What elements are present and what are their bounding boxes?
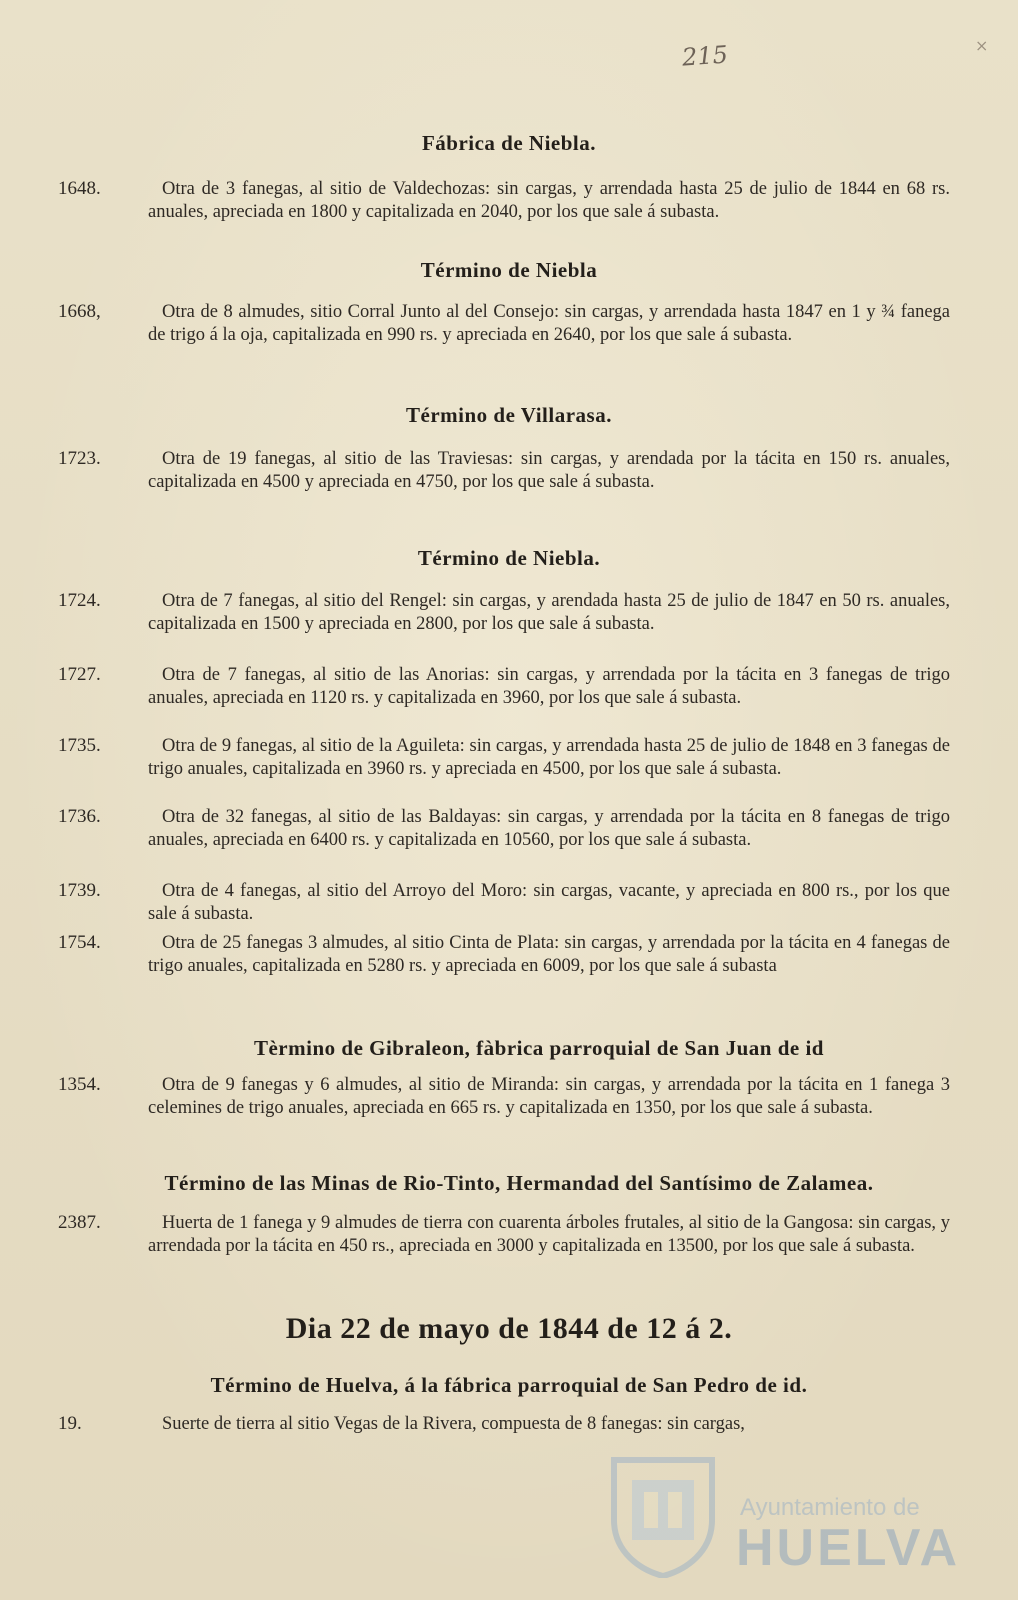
entry-text: Otra de 8 almudes, sitio Corral Junto al del Consejo: sin cargas, y arrendada hasta 1847 en 1 y ¾ fanega de trigo á la oja, capitalizada en 990 rs. y apreciada en 2640, por los que sale á subasta. <box>148 302 950 345</box>
page-folio-number: 215 <box>681 40 729 72</box>
section-heading: Término de Huelva, á la fábrica parroquial de San Pedro de id. <box>210 1373 808 1397</box>
entry-number: 1736. <box>58 806 101 827</box>
entry-text: Otra de 19 fanegas, al sitio de las Traviesas: sin cargas, y arendada por la tácita en 150 rs. anuales, capitalizada en 4500 y apreciada en 4750, por los que sale á subasta. <box>148 449 950 492</box>
section-heading: Término de las Minas de Rio-Tinto, Hermandad del Santísimo de Zalamea. <box>164 1171 874 1195</box>
entry-text: Otra de 3 fanegas, al sitio de Valdechozas: sin cargas, y arrendada hasta 25 de julio de 1844 en 68 rs. anuales, apreciada en 1800 y capitalizada en 2040, por los que sale á subasta. <box>148 179 950 222</box>
entry-number: 1754. <box>58 932 101 953</box>
section-heading: Fábrica de Niebla. <box>421 131 597 155</box>
entry-text: Otra de 7 fanegas, al sitio de las Anorias: sin cargas, y arrendada por la tácita en 3 fanegas de trigo anuales, apreciada en 1120 rs. y capitalizada en 3960, por los que sale á subasta. <box>148 665 950 708</box>
entry-number: 1648. <box>58 178 101 199</box>
entry-text: Otra de 32 fanegas, al sitio de las Baldayas: sin cargas, y arrendada por la tácita en 8 fanegas de trigo anuales, apreciada en 6400 rs. y capitalizada en 10560, por los que sale á subasta. <box>148 807 950 850</box>
entry-text: Otra de 7 fanegas, al sitio del Rengel: sin cargas, y arendada hasta 25 de julio de 1847 en 50 rs. anuales, capitalizada en 1500 y apreciada en 2800, por los que sale á subasta. <box>148 591 950 634</box>
section-heading: Tèrmino de Gibraleon, fàbrica parroquial de San Juan de id <box>253 1036 824 1060</box>
entry-number: 1668, <box>58 301 101 322</box>
entry-text: Otra de 25 fanegas 3 almudes, al sitio Cinta de Plata: sin cargas, y arrendada por la tácita en 4 fanegas de trigo anuales, capitalizada en 5280 rs. y apreciada en 6009, por los que sale á subasta <box>148 933 950 976</box>
entry-number: 1354. <box>58 1074 101 1095</box>
watermark-line2: HUELVA <box>736 1519 961 1577</box>
watermark <box>604 1450 1004 1580</box>
entry-text: Otra de 9 fanegas, al sitio de la Aguileta: sin cargas, y arrendada hasta 25 de julio de 1848 en 3 fanegas de trigo anuales, capitalizada en 3960 rs. y apreciada en 4500, por los que sale á subasta. <box>148 736 950 779</box>
corner-mark: × <box>975 36 989 55</box>
section-heading: Término de Villarasa. <box>406 403 612 427</box>
section-heading: Término de Niebla <box>420 258 598 282</box>
date-heading: Dia 22 de mayo de 1844 de 12 á 2. <box>285 1312 733 1345</box>
entry-number: 2387. <box>58 1212 101 1233</box>
coat-of-arms-icon <box>604 1450 722 1578</box>
entry-text: Otra de 4 fanegas, al sitio del Arroyo del Moro: sin cargas, vacante, y apreciada en 800 rs., por los que sale á subasta. <box>148 881 950 924</box>
entry-number: 1735. <box>58 735 101 756</box>
entry-number: 1739. <box>58 880 101 901</box>
section-heading: Término de Niebla. <box>417 546 601 570</box>
entry-number: 19. <box>58 1413 82 1434</box>
watermark-line1: Ayuntamiento de <box>740 1494 920 1521</box>
entry-number: 1723. <box>58 448 101 469</box>
entry-number: 1724. <box>58 590 101 611</box>
entry-text: Huerta de 1 fanega y 9 almudes de tierra con cuarenta árboles frutales, al sitio de la Gangosa: sin cargas, y arrendada por la tácita en 450 rs., apreciada en 3000 y capitalizada en 13500, por los que sale á subasta. <box>148 1213 950 1256</box>
entry-text: Otra de 9 fanegas y 6 almudes, al sitio de Miranda: sin cargas, y arrendada por la tácita en 1 fanega 3 celemines de trigo anuales, apreciada en 665 rs. y capitalizada en 1350, por los que sale á subasta. <box>148 1075 950 1118</box>
entry-number: 1727. <box>58 664 101 685</box>
entry-text: Suerte de tierra al sitio Vegas de la Rivera, compuesta de 8 fanegas: sin cargas, <box>162 1414 745 1434</box>
